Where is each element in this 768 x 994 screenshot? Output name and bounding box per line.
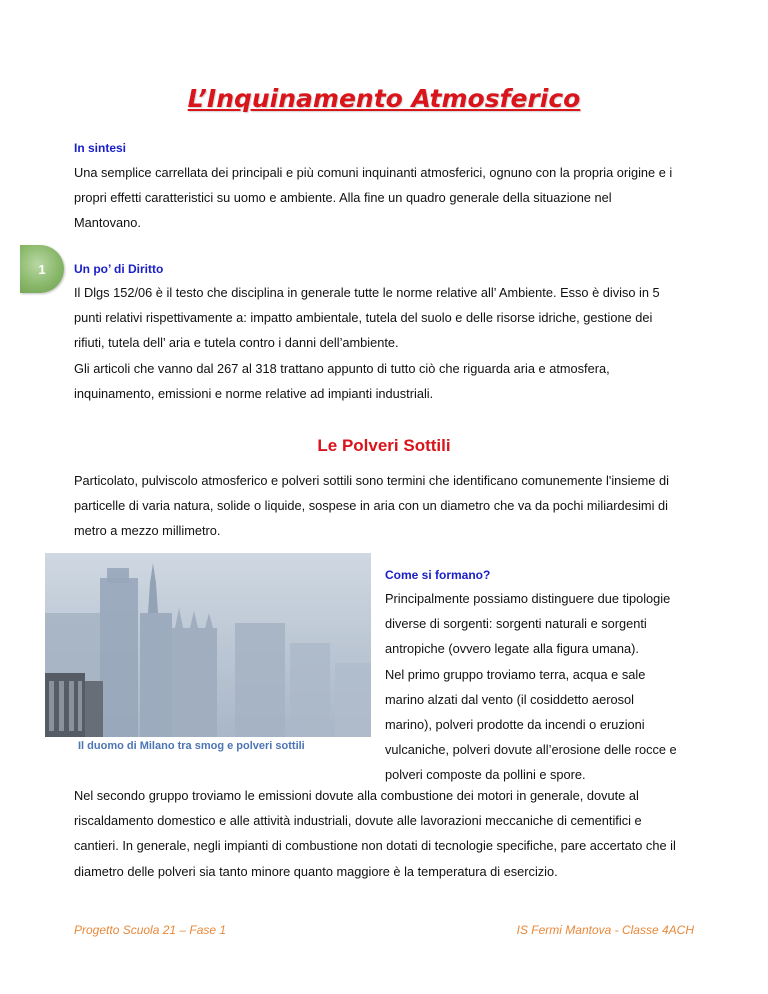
text-line: particelle di varia natura, solide o liquide, sospese in aria con un diametro che va da pochi miliardesimi di xyxy=(74,498,668,514)
footer-right: IS Fermi Mantova - Classe 4ACH xyxy=(516,923,694,937)
secondo-gruppo-paragraph xyxy=(74,783,724,884)
text-line: Nel primo gruppo troviamo terra, acqua e sale xyxy=(385,666,646,682)
text-line: Principalmente possiamo distinguere due tipologie xyxy=(385,591,671,606)
formano-paragraph xyxy=(385,586,715,788)
text-line: diametro delle polveri sia tanto minore quanto maggiore è la temperatura di esercizio. xyxy=(74,863,558,879)
text-line: Il Dlgs 152/06 è il testo che disciplina in generale tutte le norme relative all’ Ambiente. Esso è diviso in 5 xyxy=(74,285,660,300)
text-line: inquinamento, emissioni e norme relative ad impianti industriali. xyxy=(74,385,434,401)
text-line: cantieri. In generale, negli impianti di combustione non dotati di tecnologie specifiche, pare accertato che il xyxy=(74,838,676,854)
section-number-badge: 1 xyxy=(20,245,64,293)
text-line: polveri composte da pollini e spore. xyxy=(385,767,586,783)
polveri-heading: Le Polveri Sottili xyxy=(317,436,451,455)
text-line: Nel secondo gruppo troviamo le emissioni dovute alla combustione dei motori in generale, dovute al xyxy=(74,788,639,803)
footer-left: Progetto Scuola 21 – Fase 1 xyxy=(74,923,227,937)
text-line: rifiuti, tutela dell’ aria e tutela contro i danni dell’ambiente. xyxy=(74,335,399,351)
sintesi-heading: In sintesi xyxy=(74,141,127,155)
text-line: marino), polveri prodotte da incendi o eruzioni xyxy=(385,717,645,733)
text-line: marino alzati dal vento (il cosiddetto aerosol xyxy=(385,691,634,707)
text-line: punti relativi rispettivamente a: impatto ambientale, tutela del suolo e delle risorse idriche, gestione dei xyxy=(74,310,653,326)
text-line: vulcaniche, polveri dovute all’erosione delle rocce e xyxy=(385,742,677,758)
text-line: Gli articoli che vanno dal 267 al 318 trattano appunto di tutto ciò che riguarda aria e atmosfera, xyxy=(74,360,610,376)
text-line: diverse di sorgenti: sorgenti naturali e sorgenti xyxy=(385,616,647,632)
photo-caption: Il duomo di Milano tra smog e polveri sottili xyxy=(78,740,305,752)
text-line: Particolato, pulviscolo atmosferico e polveri sottili sono termini che identificano comunemente l'insieme di xyxy=(74,473,669,488)
text-line: propri effetti caratteristici su uomo e ambiente. Alla fine un quadro generale della situazione nel xyxy=(74,190,612,206)
text-line: antropiche (ovvero legate alla figura umana). xyxy=(385,641,639,657)
city-skyline-illustration xyxy=(45,553,371,737)
text-line: riscaldamento domestico e alle attività industriali, dovute alle lavorazioni meccaniche di cementifici e xyxy=(74,813,642,829)
diritto-heading: Un po’ di Diritto xyxy=(74,262,164,276)
diritto-paragraph xyxy=(74,280,724,406)
text-line: metro a mezzo millimetro. xyxy=(74,523,221,539)
text-line: Mantovano. xyxy=(74,215,141,231)
polveri-intro xyxy=(74,468,724,544)
sintesi-paragraph xyxy=(74,160,714,236)
document-title: L’Inquinamento Atmosferico xyxy=(187,84,581,113)
formano-heading: Come si formano? xyxy=(385,568,491,582)
duomo-smog-photo xyxy=(45,553,371,737)
text-line: Una semplice carrellata dei principali e più comuni inquinanti atmosferici, ognuno con la propria origine e i xyxy=(74,165,673,180)
